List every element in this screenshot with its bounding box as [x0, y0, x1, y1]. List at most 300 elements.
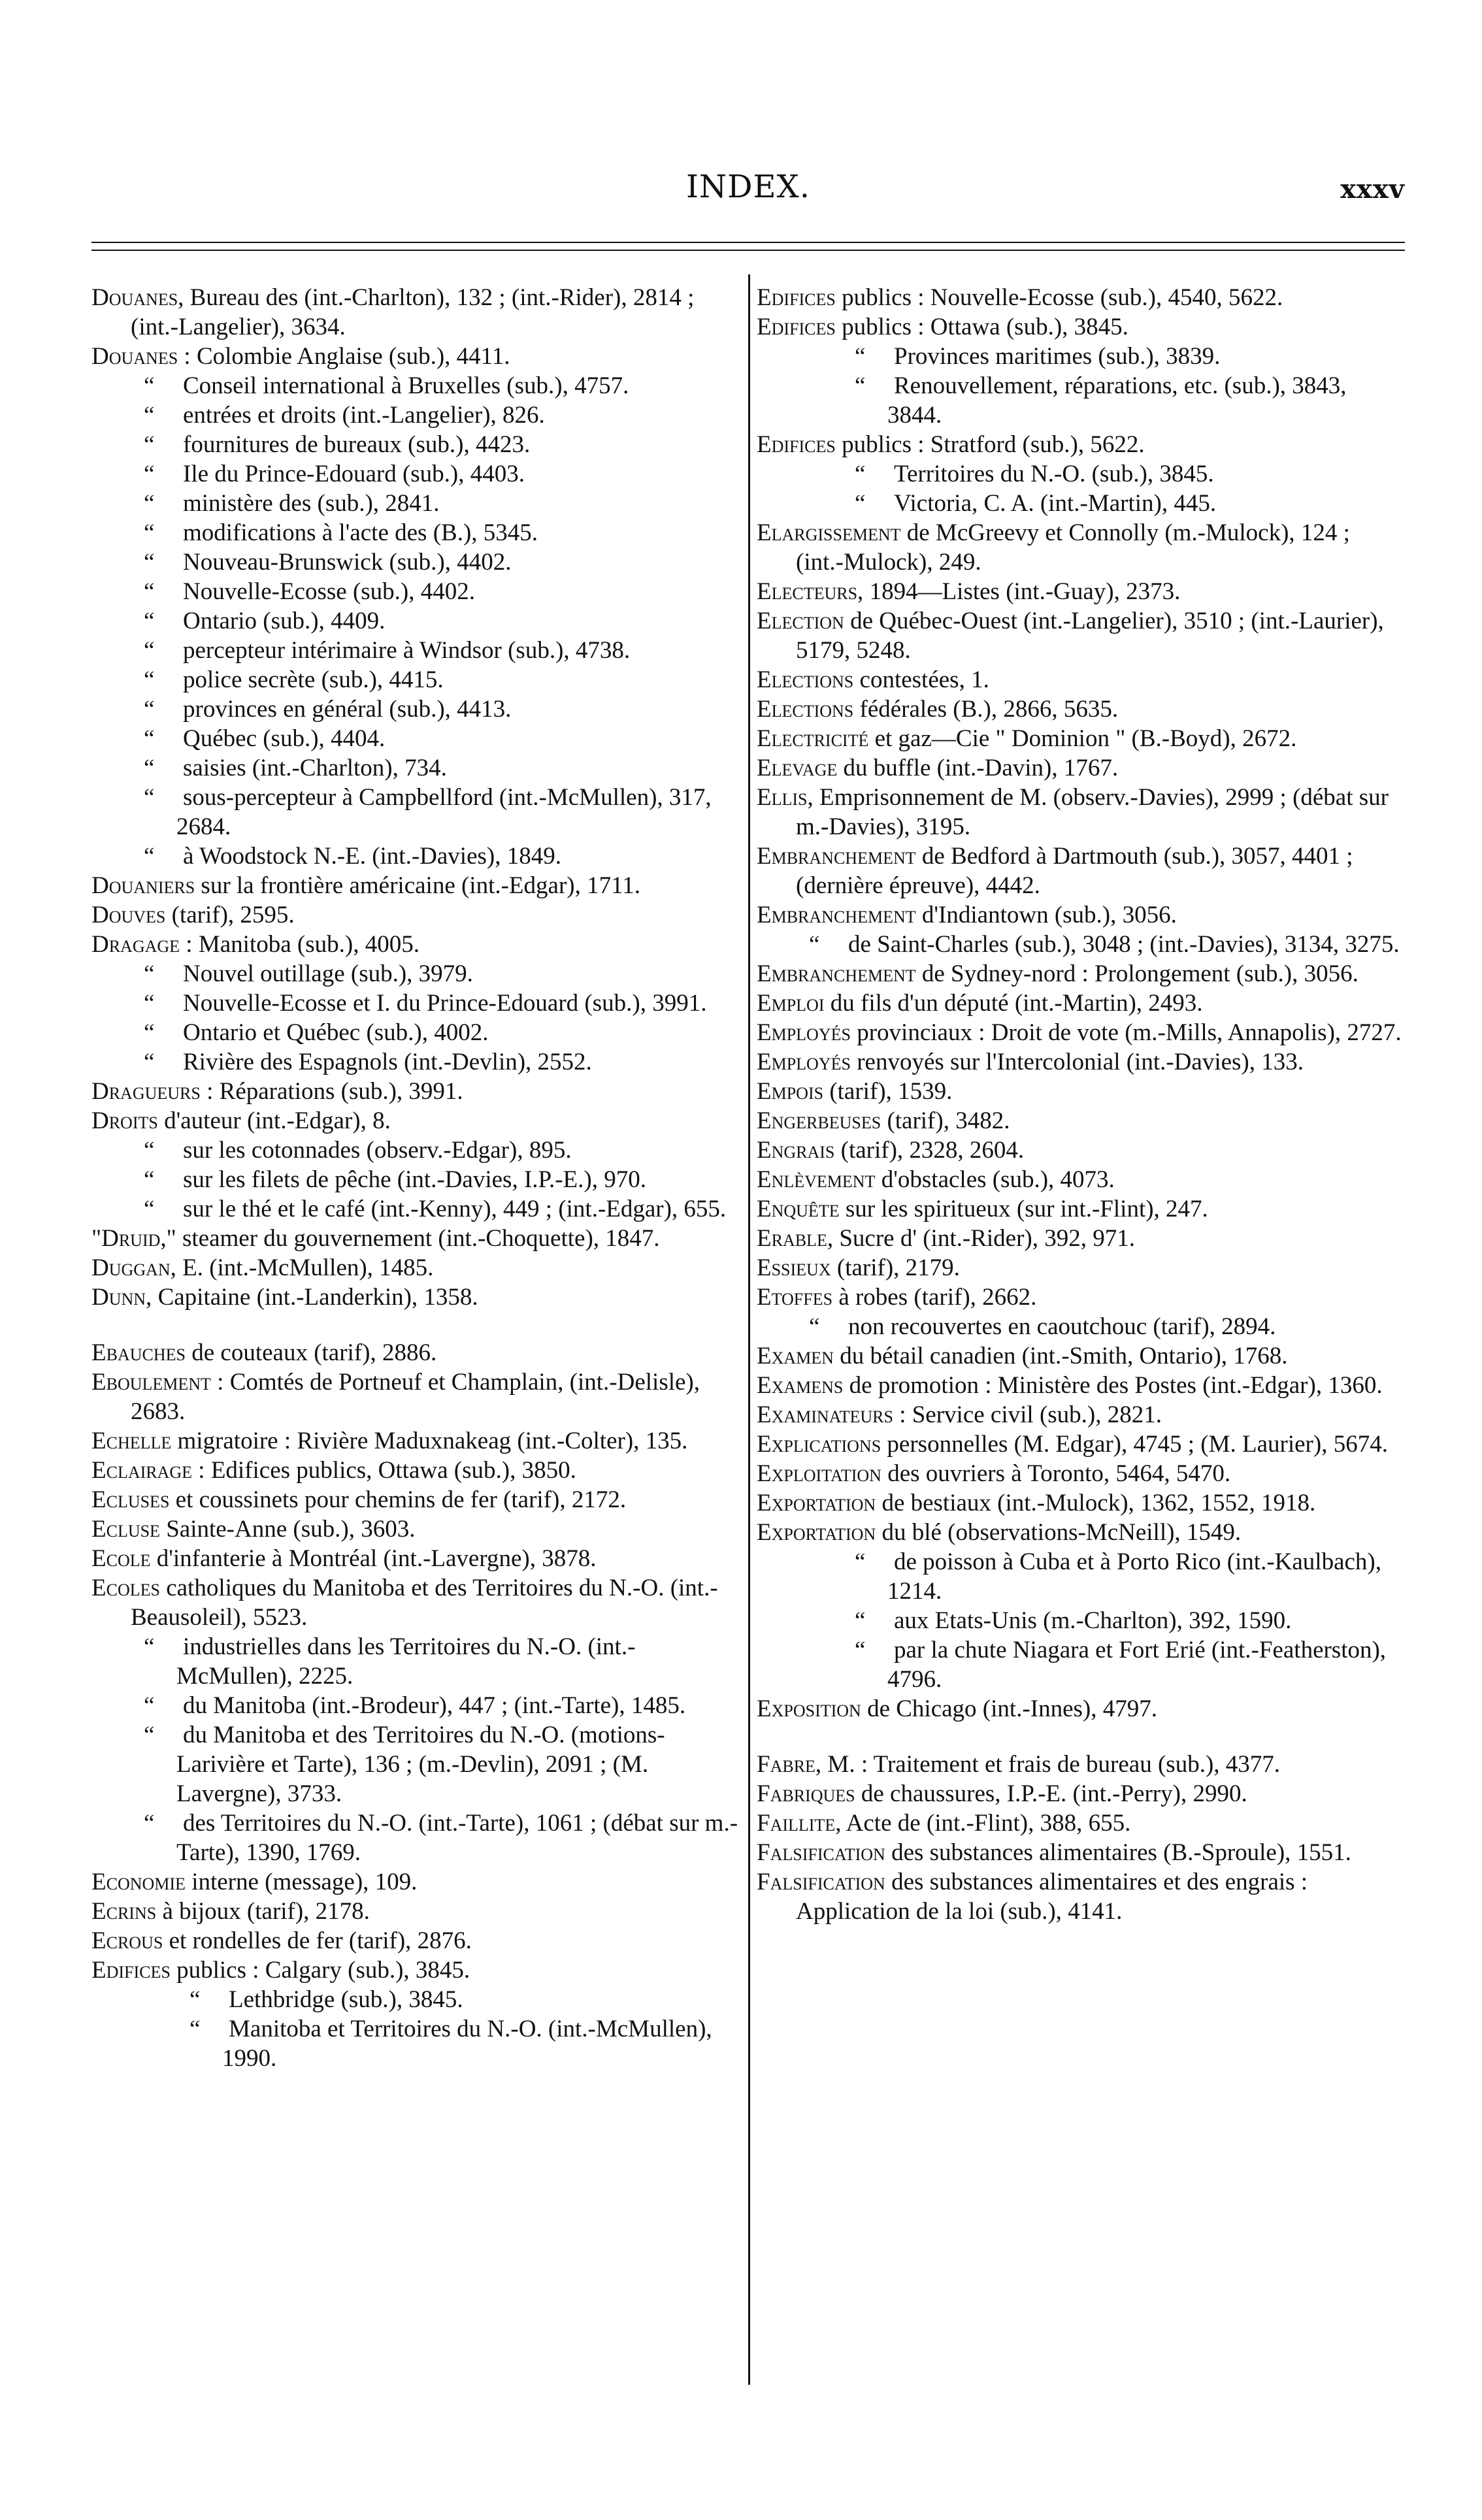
index-subentry [91, 371, 738, 401]
ditto-mark: “ [855, 490, 866, 517]
entry-text: Emprisonnement de M. (observ.-Davies), 2999 ; (débat sur m.-Davies), 3195. [796, 784, 1389, 840]
entry-heading: Edifices [757, 431, 836, 458]
index-subentry [91, 783, 738, 842]
subentry-text: Rivière des Espagnols (int.-Devlin), 2552. [183, 1049, 592, 1075]
entry-text: contestées, 1. [853, 666, 989, 693]
subentry-text: Territoires du N.-O. (sub.), 3845. [894, 461, 1214, 487]
entry-text: Colombie Anglaise (sub.), 4411. [190, 343, 510, 370]
entry-heading: Edifices [757, 314, 836, 340]
entry-heading: Examinateurs : [757, 1401, 906, 1428]
ditto-mark: “ [144, 1049, 155, 1075]
subentry-text: Québec (sub.), 4404. [183, 725, 386, 752]
index-entry [757, 1400, 1404, 1430]
index-entry [757, 783, 1404, 842]
entry-text: Sainte-Anne (sub.), 3603. [159, 1516, 416, 1543]
ditto-mark: “ [855, 372, 866, 399]
entry-heading: Echelle [91, 1428, 172, 1454]
header-rule-top [91, 242, 1405, 243]
entry-heading: "Druid," [91, 1225, 176, 1252]
index-entry [91, 1897, 738, 1926]
ditto-mark: “ [144, 1196, 155, 1222]
entry-text: du blé (observations-McNeill), 1549. [876, 1519, 1242, 1546]
entry-text: (tarif), 1539. [823, 1078, 953, 1105]
entry-text: de bestiaux (int.-Mulock), 1362, 1552, 1918. [876, 1490, 1316, 1516]
index-subentry [757, 930, 1404, 959]
entry-heading: Employés [757, 1049, 851, 1075]
entry-heading: Examens [757, 1372, 844, 1399]
subentry-text: police secrète (sub.), 4415. [183, 666, 444, 693]
entry-text: de McGreevy et Connolly (m.-Mulock), 124 ; (int.-Mulock), 249. [796, 519, 1350, 576]
index-entry [91, 1514, 738, 1544]
right-column [757, 283, 1404, 1926]
entry-text: à bijoux (tarif), 2178. [156, 1898, 370, 1925]
entry-heading: Enquête [757, 1196, 840, 1222]
index-subentry [91, 548, 738, 577]
subentry-text: Nouvelle-Ecosse et I. du Prince-Edouard (sub.), 3991. [183, 990, 707, 1017]
subentry-text: Conseil international à Bruxelles (sub.), 4757. [183, 372, 629, 399]
index-entry [757, 1077, 1404, 1106]
entry-text: d'infanterie à Montréal (int.-Lavergne), 3878. [150, 1545, 597, 1572]
index-subentry [757, 1547, 1404, 1606]
subentry-text: du Manitoba et des Territoires du N.-O. (motions-Larivière et Tarte), 136 ; (m.-Devlin), 2091 ; (M. Lavergne), 3733. [176, 1722, 665, 1807]
entry-text: du fils d'un député (int.-Martin), 2493. [824, 990, 1203, 1017]
index-entry [757, 312, 1404, 342]
entry-heading: Douaniers [91, 872, 195, 899]
ditto-mark: “ [144, 1137, 155, 1164]
index-subentry [91, 401, 738, 430]
ditto-mark: “ [144, 461, 155, 487]
index-entry [757, 606, 1404, 665]
entry-heading: Elevage [757, 755, 838, 781]
index-entry [757, 430, 1404, 459]
index-subentry [91, 753, 738, 783]
index-subentry [757, 1312, 1404, 1341]
entry-text: Acte de (int.-Flint), 388, 655. [841, 1810, 1131, 1837]
index-subentry [757, 459, 1404, 489]
index-entry [757, 1194, 1404, 1224]
ditto-mark: “ [189, 1986, 201, 2013]
ditto-mark: “ [144, 990, 155, 1017]
index-entry [757, 1341, 1404, 1371]
index-entry [757, 665, 1404, 695]
entry-heading: Essieux [757, 1254, 831, 1281]
entry-text: de Chicago (int.-Innes), 4797. [861, 1695, 1157, 1722]
entry-text: publics : Nouvelle-Ecosse (sub.), 4540, 5622. [835, 284, 1283, 311]
entry-text: Capitaine (int.-Landerkin), 1358. [152, 1284, 478, 1311]
index-subentry [757, 489, 1404, 518]
index-entry [757, 1518, 1404, 1547]
entry-text: sur la frontière américaine (int.-Edgar), 1711. [195, 872, 640, 899]
index-subentry [757, 342, 1404, 371]
entry-heading: Elargissement [757, 519, 901, 546]
index-entry [91, 1338, 738, 1367]
entry-text: de couteaux (tarif), 2886. [185, 1339, 437, 1366]
entry-text: personnelles (M. Edgar), 4745 ; (M. Laurier), 5674. [881, 1431, 1388, 1458]
index-entry [91, 1106, 738, 1136]
index-entry [91, 900, 738, 930]
entry-heading: Embranchement [757, 843, 916, 870]
ditto-mark: “ [809, 1313, 820, 1340]
entry-text: migratoire : Rivière Maduxnakeag (int.-Colter), 135. [171, 1428, 688, 1454]
entry-heading: Douanes : [91, 343, 191, 370]
entry-text: renvoyés sur l'Intercolonial (int.-Davies), 133. [850, 1049, 1304, 1075]
subentry-text: saisies (int.-Charlton), 734. [183, 755, 447, 781]
index-entry [757, 1371, 1404, 1400]
entry-heading: Fabriques [757, 1780, 855, 1807]
index-entry [91, 1867, 738, 1897]
index-entry [757, 1136, 1404, 1165]
index-entry [757, 283, 1404, 312]
subentry-text: sous-percepteur à Campbellford (int.-McMullen), 317, 2684. [176, 784, 712, 840]
index-entry [757, 842, 1404, 900]
index-entry [757, 1694, 1404, 1724]
entry-heading: Ecrins [91, 1898, 157, 1925]
entry-heading: Elections [757, 666, 854, 693]
entry-text: provinciaux : Droit de vote (m.-Mills, Annapolis), 2727. [850, 1019, 1402, 1046]
index-subentry [91, 665, 738, 695]
entry-text: catholiques du Manitoba et des Territoires du N.-O. (int.-Beausoleil), 5523. [131, 1575, 718, 1631]
subentry-text: Manitoba et Territoires du N.-O. (int.-McMullen), 1990. [222, 2016, 712, 2072]
entry-text: des substances alimentaires (B.-Sproule), 1551. [885, 1839, 1351, 1866]
page-number: xxxv [1340, 174, 1405, 205]
entry-text: d'obstacles (sub.), 4073. [875, 1166, 1115, 1193]
entry-text: Comtés de Portneuf et Champlain, (int.-Delisle), 2683. [131, 1369, 700, 1425]
ditto-mark: “ [144, 578, 155, 605]
subentry-text: sur le thé et le café (int.-Kenny), 449 ; (int.-Edgar), 655. [183, 1196, 727, 1222]
entry-heading: Ecoles [91, 1575, 160, 1601]
subentry-text: Lethbridge (sub.), 3845. [229, 1986, 463, 2013]
subentry-text: provinces en général (sub.), 4413. [183, 696, 512, 723]
index-entry [91, 1253, 738, 1283]
entry-text: à robes (tarif), 2662. [832, 1284, 1037, 1311]
entry-text: publics : Ottawa (sub.), 3845. [835, 314, 1128, 340]
entry-heading: Engrais [757, 1137, 835, 1164]
index-entry [757, 1488, 1404, 1518]
entry-text: (tarif), 2595. [165, 902, 295, 928]
entry-heading: Edifices [91, 1957, 171, 1984]
index-subentry [91, 577, 738, 606]
entry-heading: Exposition [757, 1695, 861, 1722]
entry-heading: Enlèvement [757, 1166, 876, 1193]
subentry-text: du Manitoba (int.-Brodeur), 447 ; (int.-Tarte), 1485. [183, 1692, 686, 1719]
index-entry [757, 1047, 1404, 1077]
subentry-text: Ile du Prince-Edouard (sub.), 4403. [183, 461, 525, 487]
entry-heading: Falsification [757, 1839, 885, 1866]
index-subentry [91, 842, 738, 871]
entry-text: (tarif), 3482. [881, 1107, 1010, 1134]
entry-text: E. (int.-McMullen), 1485. [176, 1254, 434, 1281]
index-subentry [91, 636, 738, 665]
entry-heading: Ecluses [91, 1486, 170, 1513]
index-entry [91, 871, 738, 900]
ditto-mark: “ [144, 755, 155, 781]
ditto-mark: “ [144, 666, 155, 693]
entry-text: Bureau des (int.-Charlton), 132 ; (int.-Rider), 2814 ; (int.-Langelier), 3634. [131, 284, 695, 340]
index-entry [91, 1926, 738, 1955]
entry-heading: Empois [757, 1078, 824, 1105]
entry-text: Service civil (sub.), 2821. [906, 1401, 1162, 1428]
ditto-mark: “ [144, 372, 155, 399]
ditto-mark: “ [144, 960, 155, 987]
entry-heading: Erable, [757, 1225, 834, 1252]
entry-text: des substances alimentaires et des engrais : Application de la loi (sub.), 4141. [796, 1869, 1308, 1925]
subentry-text: Nouveau-Brunswick (sub.), 4402. [183, 549, 512, 576]
subentry-text: sur les cotonnades (observ.-Edgar), 895. [183, 1137, 572, 1164]
index-entry [757, 1018, 1404, 1047]
column-divider [748, 274, 750, 2385]
header-rule-bottom [91, 250, 1405, 251]
entry-text: d'auteur (int.-Edgar), 8. [157, 1107, 391, 1134]
index-subentry [91, 606, 738, 636]
subentry-text: Nouvelle-Ecosse (sub.), 4402. [183, 578, 475, 605]
index-entry [757, 695, 1404, 724]
index-subentry [91, 959, 738, 989]
subentry-text: fournitures de bureaux (sub.), 4423. [183, 431, 531, 458]
index-entry [757, 1750, 1404, 1779]
index-entry [91, 1456, 738, 1485]
index-subentry [91, 489, 738, 518]
entry-text: et rondelles de fer (tarif), 2876. [163, 1927, 472, 1954]
entry-heading: Falsification [757, 1869, 885, 1895]
index-subentry [91, 724, 738, 753]
page-title: INDEX. [686, 169, 810, 205]
ditto-mark: “ [855, 1548, 866, 1575]
entry-heading: Exportation [757, 1519, 876, 1546]
subentry-text: aux Etats-Unis (m.-Charlton), 392, 1590. [894, 1607, 1292, 1634]
ditto-mark: “ [855, 1637, 866, 1663]
index-entry [757, 1867, 1404, 1926]
entry-text: sur les spiritueux (sur int.-Flint), 247. [839, 1196, 1208, 1222]
entry-text: Sucre d' (int.-Rider), 392, 971. [833, 1225, 1135, 1252]
index-entry [757, 959, 1404, 989]
index-entry [91, 1955, 738, 1985]
ditto-mark: “ [144, 1166, 155, 1193]
ditto-mark: “ [144, 431, 155, 458]
entry-text: Manitoba (sub.), 4005. [192, 931, 420, 958]
index-subentry [91, 1985, 738, 2014]
entry-text: publics : Stratford (sub.), 5622. [835, 431, 1145, 458]
index-entry [91, 342, 738, 371]
ditto-mark: “ [144, 608, 155, 634]
index-entry [757, 1459, 1404, 1488]
index-entry [91, 1283, 738, 1312]
index-subentry [757, 1635, 1404, 1694]
entry-heading: Electricité [757, 725, 869, 752]
entry-heading: Douves [91, 902, 166, 928]
subentry-text: Victoria, C. A. (int.-Martin), 445. [894, 490, 1217, 517]
ditto-mark: “ [144, 1019, 155, 1046]
entry-text: de Bedford à Dartmouth (sub.), 3057, 4401 ; (dernière épreuve), 4442. [796, 843, 1353, 899]
entry-heading: Examen [757, 1343, 834, 1369]
ditto-mark: “ [144, 1692, 155, 1719]
ditto-mark: “ [855, 461, 866, 487]
entry-heading: Faillite, [757, 1810, 842, 1837]
index-entry [757, 1838, 1404, 1867]
entry-heading: Dragueurs : [91, 1078, 214, 1105]
entry-text: fédérales (B.), 2866, 5635. [853, 696, 1119, 723]
entry-heading: Eboulement : [91, 1369, 224, 1396]
index-entry [757, 1224, 1404, 1253]
index-entry [91, 1544, 738, 1573]
subentry-text: percepteur intérimaire à Windsor (sub.), 4738. [183, 637, 631, 664]
index-subentry [91, 459, 738, 489]
ditto-mark: “ [144, 843, 155, 870]
index-entry [91, 283, 738, 342]
entry-heading: Emploi [757, 990, 825, 1017]
index-entry [91, 1367, 738, 1426]
subentry-text: entrées et droits (int.-Langelier), 826. [183, 402, 545, 429]
index-entry [757, 518, 1404, 577]
subentry-text: Ontario et Québec (sub.), 4002. [183, 1019, 489, 1046]
ditto-mark: “ [855, 343, 866, 370]
entry-text: Réparations (sub.), 3991. [213, 1078, 463, 1105]
index-entry [757, 1165, 1404, 1194]
entry-heading: Droits [91, 1107, 158, 1134]
entry-heading: Ellis, [757, 784, 814, 811]
index-entry [757, 1808, 1404, 1838]
entry-heading: Dragage : [91, 931, 193, 958]
entry-heading: Eclairage : [91, 1457, 205, 1484]
entry-heading: Fabre, [757, 1751, 822, 1778]
entry-heading: Ecrous [91, 1927, 163, 1954]
index-subentry [91, 989, 738, 1018]
ditto-mark: “ [144, 696, 155, 723]
index-subentry [91, 1136, 738, 1165]
index-entry [91, 1077, 738, 1106]
index-subentry [91, 1165, 738, 1194]
entry-text: de Québec-Ouest (int.-Langelier), 3510 ; (int.-Laurier), 5179, 5248. [796, 608, 1384, 664]
index-entry [91, 1426, 738, 1456]
entry-heading: Embranchement [757, 960, 916, 987]
index-entry [757, 724, 1404, 753]
entry-text: interne (message), 109. [185, 1869, 418, 1895]
index-subentry [757, 1606, 1404, 1635]
section-gap [757, 1724, 1404, 1750]
ditto-mark: “ [144, 519, 155, 546]
entry-text: (tarif), 2328, 2604. [834, 1137, 1025, 1164]
ditto-mark: “ [144, 725, 155, 752]
index-entry [91, 930, 738, 959]
subentry-text: Nouvel outillage (sub.), 3979. [183, 960, 473, 987]
entry-text: de promotion : Ministère des Postes (int.-Edgar), 1360. [843, 1372, 1383, 1399]
index-entry [757, 1779, 1404, 1808]
index-entry [757, 577, 1404, 606]
entry-text: du buffle (int.-Davin), 1767. [837, 755, 1119, 781]
index-entry [757, 900, 1404, 930]
entry-heading: Economie [91, 1869, 186, 1895]
subentry-text: modifications à l'acte des (B.), 5345. [183, 519, 538, 546]
page-header [91, 169, 1405, 221]
ditto-mark: “ [809, 931, 820, 958]
entry-heading: Edifices [757, 284, 836, 311]
ditto-mark: “ [144, 490, 155, 517]
ditto-mark: “ [855, 1607, 866, 1634]
subentry-text: industrielles dans les Territoires du N.-O. (int.-McMullen), 2225. [176, 1633, 636, 1690]
entry-heading: Douanes, [91, 284, 184, 311]
entry-heading: Ecluse [91, 1516, 160, 1543]
subentry-text: sur les filets de pêche (int.-Davies, I.P.-E.), 970. [183, 1166, 646, 1193]
subentry-text: Provinces maritimes (sub.), 3839. [894, 343, 1221, 370]
ditto-mark: “ [189, 2016, 201, 2042]
subentry-text: Ontario (sub.), 4409. [183, 608, 386, 634]
entry-text: de Sydney-nord : Prolongement (sub.), 3056. [915, 960, 1358, 987]
index-entry [757, 1253, 1404, 1283]
index-entry [91, 1224, 738, 1253]
entry-text: d'Indiantown (sub.), 3056. [915, 902, 1177, 928]
entry-text: publics : Calgary (sub.), 3845. [170, 1957, 470, 1984]
entry-text: 1894—Listes (int.-Guay), 2373. [863, 578, 1181, 605]
index-subentry [91, 695, 738, 724]
ditto-mark: “ [144, 402, 155, 429]
entry-heading: Exportation [757, 1490, 876, 1516]
left-column [91, 283, 738, 2073]
index-subentry [757, 371, 1404, 430]
index-subentry [91, 1691, 738, 1720]
subentry-text: des Territoires du N.-O. (int.-Tarte), 1061 ; (débat sur m.-Tarte), 1390, 1769. [176, 1810, 738, 1866]
ditto-mark: “ [144, 784, 155, 811]
index-entry [91, 1573, 738, 1632]
entry-text: et coussinets pour chemins de fer (tarif), 2172. [169, 1486, 627, 1513]
entry-text: des ouvriers à Toronto, 5464, 5470. [881, 1460, 1231, 1487]
subentry-text: ministère des (sub.), 2841. [183, 490, 440, 517]
entry-heading: Elections [757, 696, 854, 723]
subentry-text: de Saint-Charles (sub.), 3048 ; (int.-Davies), 3134, 3275. [848, 931, 1400, 958]
entry-text: Edifices publics, Ottawa (sub.), 3850. [205, 1457, 576, 1484]
ditto-mark: “ [144, 1722, 155, 1748]
subentry-text: de poisson à Cuba et à Porto Rico (int.-Kaulbach), 1214. [887, 1548, 1381, 1605]
ditto-mark: “ [144, 1633, 155, 1660]
subentry-text: par la chute Niagara et Fort Erié (int.-Featherston), 4796. [887, 1637, 1387, 1693]
entry-heading: Ecole [91, 1545, 151, 1572]
entry-heading: Engerbeuses [757, 1107, 881, 1134]
index-entry [757, 1106, 1404, 1136]
entry-heading: Duggan, [91, 1254, 176, 1281]
section-gap [91, 1312, 738, 1338]
entry-heading: Ebauches [91, 1339, 186, 1366]
ditto-mark: “ [144, 637, 155, 664]
entry-heading: Employés [757, 1019, 851, 1046]
index-subentry [91, 1808, 738, 1867]
entry-text: et gaz—Cie " Dominion " (B.-Boyd), 2672. [868, 725, 1297, 752]
entry-text: (tarif), 2179. [831, 1254, 960, 1281]
index-subentry [91, 1018, 738, 1047]
entry-text: M. : Traitement et frais de bureau (sub.), 4377. [821, 1751, 1281, 1778]
index-entry [757, 989, 1404, 1018]
entry-heading: Etoffes [757, 1284, 833, 1311]
entry-heading: Electeurs, [757, 578, 864, 605]
entry-heading: Embranchement [757, 902, 916, 928]
subentry-text: à Woodstock N.-E. (int.-Davies), 1849. [183, 843, 561, 870]
index-subentry [91, 1632, 738, 1691]
index-subentry [91, 1720, 738, 1808]
index-subentry [91, 518, 738, 548]
entry-heading: Exploitation [757, 1460, 881, 1487]
index-entry [757, 1430, 1404, 1459]
index-subentry [91, 1194, 738, 1224]
index-subentry [91, 430, 738, 459]
index-entry [757, 1283, 1404, 1312]
ditto-mark: “ [144, 1810, 155, 1837]
entry-text: de chaussures, I.P.-E. (int.-Perry), 2990. [855, 1780, 1247, 1807]
ditto-mark: “ [144, 549, 155, 576]
index-entry [91, 1485, 738, 1514]
index-subentry [91, 1047, 738, 1077]
entry-text: steamer du gouvernement (int.-Choquette), 1847. [176, 1225, 660, 1252]
entry-heading: Explications [757, 1431, 881, 1458]
entry-text: du bétail canadien (int.-Smith, Ontario), 1768. [833, 1343, 1288, 1369]
entry-heading: Dunn, [91, 1284, 152, 1311]
index-subentry [91, 2014, 738, 2073]
